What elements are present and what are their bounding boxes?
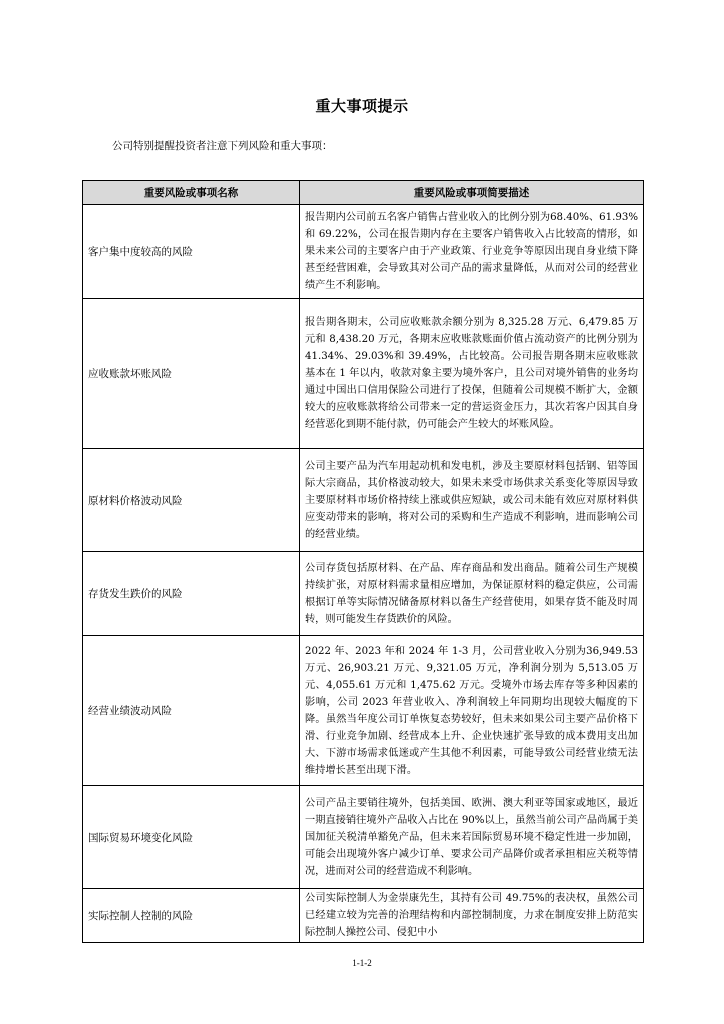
table-row bbox=[83, 299, 644, 449]
table-row bbox=[83, 552, 644, 636]
table-row bbox=[83, 449, 644, 552]
risk-desc: 报告期内公司前五名客户销售占营业收入的比例分别为68.40%、61.93%和 69.22%，公司在报告期内存在主要客户销售收入占比较高的情形，如果未来公司的主要客户由于产业政策、行业竞争等原因出现自身业绩下降甚至经营困难，会导致其对公司产品的需求量降低，从而对公司的经营业绩产生不利影响。 bbox=[300, 205, 644, 299]
table-row bbox=[83, 636, 644, 786]
header-risk-desc: 重要风险或事项简要描述 bbox=[300, 181, 644, 205]
table-row bbox=[83, 786, 644, 889]
risk-name: 经营业绩波动风险 bbox=[83, 636, 300, 786]
risk-name: 应收账款坏账风险 bbox=[83, 299, 300, 449]
risk-desc: 公司产品主要销往境外，包括美国、欧洲、澳大利亚等国家或地区，最近一期直接销往境外产品收入占比在 90%以上，虽然当前公司产品尚属于美国加征关税清单豁免产品，但未来若国际贸易环境不稳定性进一步加剧，可能会出现境外客户减少订单、要求公司产品降价或者承担相应关税等情况，进而对公司的经营造成不利影响。 bbox=[300, 786, 644, 889]
risk-desc: 公司主要产品为汽车用起动机和发电机，涉及主要原材料包括钢、铝等国际大宗商品，其价格波动较大，如果未来受市场供求关系变化等原因导致主要原材料市场价格持续上涨或供应短缺，或公司未能有效应对原材料供应变动带来的影响，将对公司的采购和生产造成不利影响，进而影响公司的经营业绩。 bbox=[300, 449, 644, 552]
header-risk-name: 重要风险或事项名称 bbox=[83, 181, 300, 205]
risk-name: 实际控制人控制的风险 bbox=[83, 889, 300, 943]
risk-desc: 公司实际控制人为金崇康先生，其持有公司 49.75%的表决权，虽然公司已经建立较为完善的治理结构和内部控制制度，力求在制度安排上防范实际控制人操控公司、侵犯中小 bbox=[300, 889, 644, 943]
page-number: 1-1-2 bbox=[352, 958, 372, 968]
page-title: 重大事项提示 bbox=[315, 97, 409, 115]
risk-table bbox=[82, 180, 644, 943]
table-header-row bbox=[83, 181, 644, 205]
risk-name: 存货发生跌价的风险 bbox=[83, 552, 300, 636]
risk-desc: 2022 年、2023 年和 2024 年 1-3 月，公司营业收入分别为36,949.53 万元、26,903.21 万元、9,321.05 万元，净利润分别为 5,513.05 万元、4,055.61 万元和 1,475.62 万元。受境外市场去库存等多种因素的影响，公司 2023 年营业收入、净利润较上年同期均出现较大幅度的下降。虽然当年度公司订单恢复态势较好，但未来如果公司主要产品价格下滑、行业竞争加剧、经营成本上升、企业快速扩张导致的成本费用支出加大、下游市场需求低迷或产生其他不利因素，可能导致公司经营业绩无法维持增长甚至出现下滑。 bbox=[300, 636, 644, 786]
table-row bbox=[83, 889, 644, 943]
risk-desc: 报告期各期末，公司应收账款余额分别为 8,325.28 万元、6,479.85 万元和 8,438.20 万元，各期末应收账款账面价值占流动资产的比例分别为 41.34%、29.03%和 39.49%，占比较高。公司报告期各期末应收账款基本在 1 年以内，收款对象主要为境外客户，且公司对境外销售的业务均通过中国出口信用保险公司进行了投保，但随着公司规模不断扩大，金额较大的应收账款将给公司带来一定的营运资金压力，其次若客户因其自身经营恶化到期不能付款，仍可能会产生较大的坏账风险。 bbox=[300, 299, 644, 449]
intro-text: 公司特别提醒投资者注意下列风险和重大事项： bbox=[112, 140, 333, 152]
table-row bbox=[83, 205, 644, 299]
risk-name: 原材料价格波动风险 bbox=[83, 449, 300, 552]
risk-name: 客户集中度较高的风险 bbox=[83, 205, 300, 299]
risk-name: 国际贸易环境变化风险 bbox=[83, 786, 300, 889]
risk-desc: 公司存货包括原材料、在产品、库存商品和发出商品。随着公司生产规模持续扩张，对原材料需求量相应增加，为保证原材料的稳定供应，公司需根据订单等实际情况储备原材料以备生产经营使用，如果存货不能及时周转，则可能发生存货跌价的风险。 bbox=[300, 552, 644, 636]
